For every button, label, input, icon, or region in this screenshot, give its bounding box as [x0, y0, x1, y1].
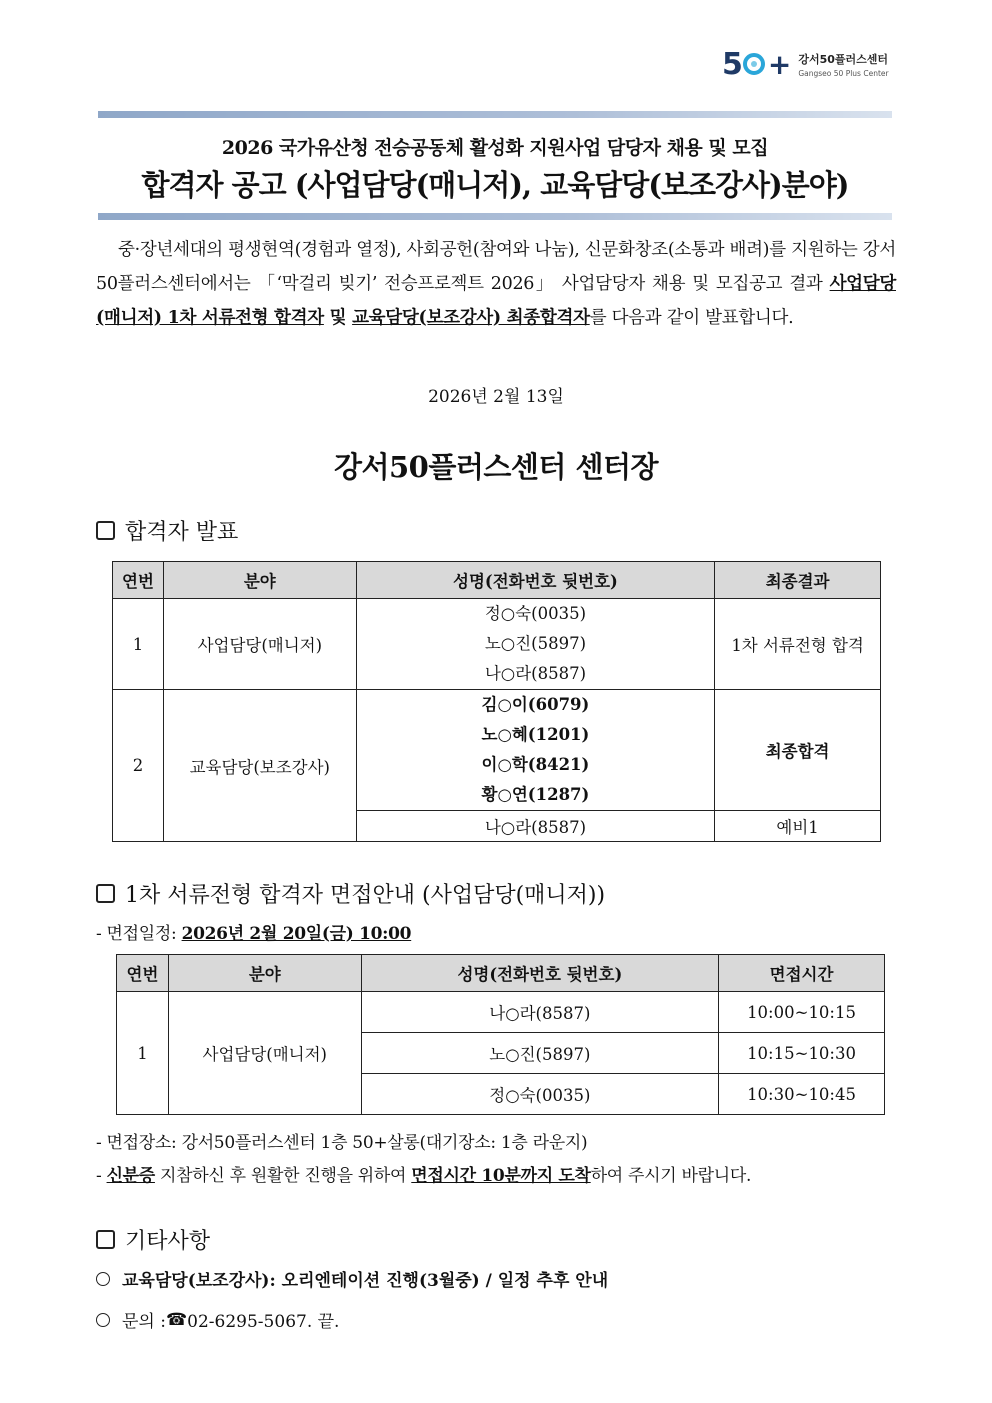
- checkbox-square-icon: [96, 1230, 115, 1249]
- logo-mark: 5 +: [722, 46, 791, 82]
- interview-note: - 신분증 지참하신 후 원활한 진행을 위하여 면접시간 10분까지 도착하여 주시기 바랍니다.: [96, 1166, 752, 1186]
- logo-name-ko: 강서50플러스센터: [798, 52, 889, 66]
- table-row: 정○숙(0035) 10:30~10:45: [117, 1074, 885, 1115]
- interview-table: [116, 954, 885, 1115]
- announce-date: 2026년 2월 13일: [428, 387, 564, 407]
- title-bottom-bar: [98, 213, 892, 220]
- interview-place: - 면접장소: 강서50플러스센터 1층 50+살롱(대기장소: 1층 라운지): [96, 1133, 588, 1153]
- name-list: 김○이(6079) 노○혜(1201) 이○학(8421) 황○연(1287): [356, 690, 715, 811]
- interview-schedule: - 면접일정: 2026년 2월 20일(금) 10:00: [96, 924, 412, 944]
- section-title: 1차 서류전형 합격자 면접안내 (사업담당(매니저)): [125, 883, 606, 908]
- signature: 강서50플러스센터 센터장: [333, 450, 659, 484]
- intro-paragraph: 중·장년세대의 평생현역(경험과 열정), 사회공헌(참여와 나눔), 신문화창조(소통과 배려)를 지원하는 강서50플러스센터에서는 「‘막걸리 빚기’ 전승프로젝트 2026」 사업담당자 채용 및 모집공고 결과 사업담당(매니저) 1차 서류전형 합격자 및 교육담당(보조강사) 최종합격자를 다음과 같이 발표합니다.: [96, 240, 896, 328]
- phone-icon: ☎: [165, 1309, 188, 1330]
- table-row: 나○라(8587) 예비1: [113, 811, 881, 842]
- section-others: [96, 1224, 210, 1255]
- circle-bullet-icon: [96, 1272, 110, 1286]
- checkbox-square-icon: [96, 884, 115, 903]
- section-title: 기타사항: [125, 1229, 211, 1254]
- table-header-row: 연번 분야 성명(전화번호 뒷번호) 면접시간: [117, 955, 885, 992]
- doc-subtitle: 2026 국가유산청 전승공동체 활성화 지원사업 담당자 채용 및 모집: [221, 137, 769, 159]
- table-row: 1 사업담당(매니저) 정○숙(0035) 노○진(5897) 나○라(8587) 1차 서류전형 합격: [113, 599, 881, 690]
- other-item-1: 교육담당(보조강사): 오리엔테이션 진행(3월중) / 일정 추후 안내: [96, 1266, 608, 1291]
- logo-name-en: Gangseo 50 Plus Center: [798, 68, 889, 78]
- table-row: 2 교육담당(보조강사) 김○이(6079) 노○혜(1201) 이○학(8421) 황○연(1287) 최종합격: [113, 690, 881, 811]
- intro-highlight-1: 사업담당(매니저) 1차 서류전형 합격자: [96, 274, 896, 328]
- intro-highlight-2: 교육담당(보조강사) 최종합격자: [352, 308, 590, 328]
- center-logo: [722, 44, 889, 84]
- logo-ring-icon: [743, 53, 765, 75]
- circle-bullet-icon: [96, 1313, 110, 1327]
- table-header-row: 연번 분야 성명(전화번호 뒷번호) 최종결과: [113, 562, 881, 599]
- other-item-2: 문의 : ☎ 02-6295-5067. 끝.: [96, 1307, 339, 1332]
- title-top-bar: [98, 111, 892, 118]
- section-title: 합격자 발표: [125, 520, 239, 545]
- name-list: 정○숙(0035) 노○진(5897) 나○라(8587): [356, 599, 715, 690]
- table-row: 노○진(5897) 10:15~10:30: [117, 1033, 885, 1074]
- doc-title: 합격자 공고 (사업담당(매니저), 교육담당(보조강사)분야): [141, 168, 849, 202]
- section-interview-guide: [96, 878, 605, 909]
- checkbox-square-icon: [96, 521, 115, 540]
- pass-table: [112, 561, 881, 842]
- table-row: 1 사업담당(매니저) 나○라(8587) 10:00~10:15: [117, 992, 885, 1033]
- section-pass-announcement: [96, 515, 238, 546]
